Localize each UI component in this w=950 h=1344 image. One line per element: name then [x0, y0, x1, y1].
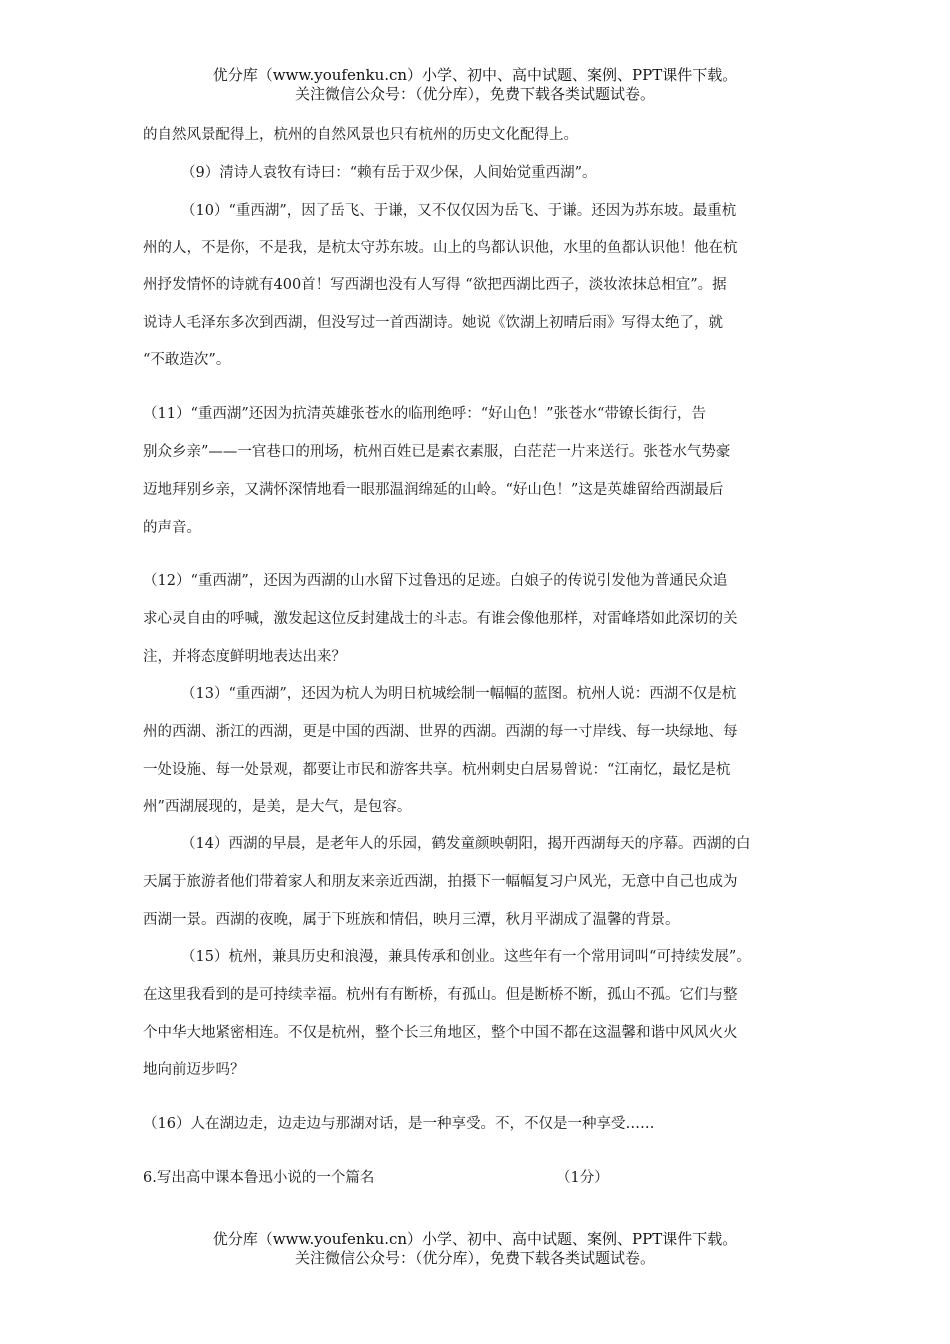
- page-footer: [0, 1230, 950, 1268]
- body-line: （10）“重西湖”，因了岳飞、于谦，又不仅仅因为岳飞、于谦。还因为苏东坡。最重杭: [181, 203, 737, 219]
- body-line: 州”西湖展现的，是美，是大气，是包容。: [143, 799, 412, 815]
- header-line-2: 关注微信公众号：（优分库），免费下载各类试题试卷。: [294, 85, 655, 103]
- footer-line-2: 关注微信公众号：（优分库），免费下载各类试题试卷。: [294, 1249, 655, 1267]
- body-line: （14）西湖的早晨，是老年人的乐园，鹤发童颜映朝阳，揭开西湖每天的序幕。西湖的白: [181, 836, 751, 852]
- body-line: 在这里我看到的是可持续幸福。杭州有有断桥，有孤山。但是断桥不断，孤山不孤。它们与整: [143, 987, 738, 1003]
- body-line: 州抒发情怀的诗就有400首！写西湖也没有人写得 “欲把西湖比西子，淡妆浓抹总相宜”。据: [143, 277, 727, 293]
- body-line: 个中华大地紧密相连。不仅是杭州，整个长三角地区，整个中国不都在这温馨和谐中风风火火: [143, 1025, 738, 1041]
- body-line: 的自然风景配得上，杭州的自然风景也只有杭州的历史文化配得上。: [143, 127, 578, 143]
- body-line: （15）杭州，兼具历史和浪漫，兼具传承和创业。这些年有一个常用词叫“可持续发展”。: [181, 949, 751, 965]
- body-line: 地向前迈步吗？: [143, 1062, 245, 1078]
- body-line: 注，并将态度鲜明地表达出来？: [143, 649, 346, 665]
- body-line: 天属于旅游者他们带着家人和朋友来亲近西湖，拍摄下一幅幅复习户风光，无意中自己也成为: [143, 874, 738, 890]
- question-text: 6.写出高中课本鲁迅小说的一个篇名: [143, 1170, 375, 1186]
- body-line: （9）清诗人袁牧有诗曰：“赖有岳于双少保，人间始觉重西湖”。: [181, 165, 597, 181]
- body-line: 州的人，不是你，不是我，是杭太守苏东坡。山上的鸟都认识他，水里的鱼都认识他！他在杭: [143, 240, 738, 256]
- body-line: 别众乡亲”——一官巷口的刑场，杭州百姓已是素衣素服，白茫茫一片来送行。张苍水气势豪: [143, 444, 731, 460]
- footer-line-1: 优分库（www.youfenku.cn）小学、初中、高中试题、案例、PPT课件下载。: [212, 1230, 738, 1248]
- body-line: 求心灵自由的呼喊，激发起这位反封建战士的斗志。有谁会像他那样，对雷峰塔如此深切的关: [143, 611, 738, 627]
- body-line: 说诗人毛泽东多次到西湖，但没写过一首西湖诗。她说《饮湖上初晴后雨》写得太绝了，就: [143, 315, 723, 331]
- body-line: 州的西湖、浙江的西湖，更是中国的西湖、世界的西湖。西湖的每一寸岸线、每一块绿地、每: [143, 724, 738, 740]
- body-line: （16）人在湖边走，边走边与那湖对话，是一种享受。不，不仅是一种享受……: [143, 1116, 655, 1132]
- body-line: （13）“重西湖”，还因为杭人为明日杭城绘制一幅幅的蓝图。杭州人说：西湖不仅是杭: [181, 686, 737, 702]
- body-line: 一处设施、每一处景观，都要让市民和游客共享。杭州刺史白居易曾说：“江南忆，最忆是杭: [143, 762, 731, 778]
- header-line-1: 优分库（www.youfenku.cn）小学、初中、高中试题、案例、PPT课件下载。: [212, 66, 738, 84]
- body-line: （12）“重西湖”，还因为西湖的山水留下过鲁迅的足迹。白娘子的传说引发他为普通民众追: [143, 573, 728, 589]
- body-line: 西湖一景。西湖的夜晚，属于下班族和情侣，映月三潭，秋月平湖成了温馨的背景。: [143, 912, 680, 928]
- body-line: （11）“重西湖”还因为抗清英雄张苍水的临刑绝呼：“好山色！”张苍水“带镣长街行，告: [143, 406, 707, 422]
- question-score: （1分）: [556, 1170, 609, 1186]
- body-line: 的声音。: [143, 520, 201, 536]
- page-header: [0, 66, 950, 104]
- body-line: “不敢造次”。: [143, 352, 231, 368]
- body-line: 迈地拜别乡亲，又满怀深情地看一眼那温润绵延的山岭。“好山色！”这是英雄留给西湖最后: [143, 482, 724, 498]
